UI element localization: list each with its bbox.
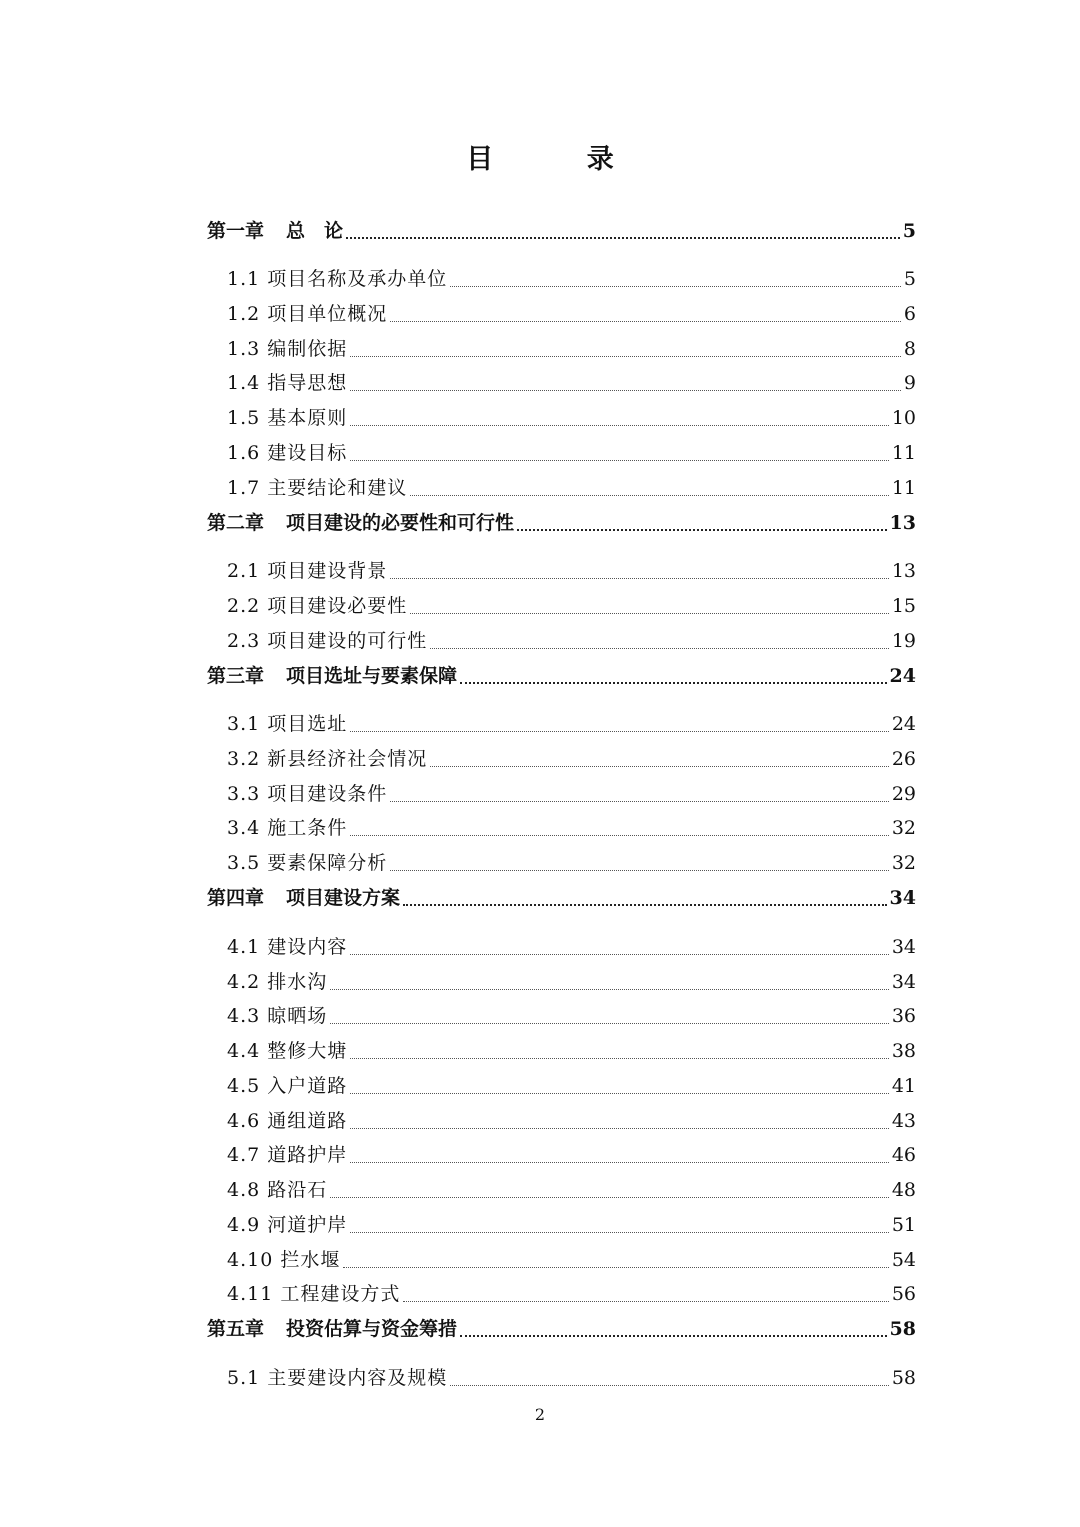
toc-page-number: 43 bbox=[891, 1110, 916, 1132]
dot-leader bbox=[390, 870, 889, 871]
toc-page-number: 8 bbox=[903, 338, 916, 360]
dot-leader bbox=[450, 1385, 889, 1386]
dot-leader bbox=[350, 731, 889, 732]
toc-page-number: 10 bbox=[891, 407, 916, 429]
dot-leader bbox=[430, 648, 889, 649]
toc-page-number: 24 bbox=[889, 665, 916, 687]
toc-section-entry[interactable] bbox=[227, 1000, 916, 1032]
toc-entry-label bbox=[207, 882, 400, 914]
toc-section-entry[interactable] bbox=[227, 966, 916, 998]
dot-leader bbox=[350, 954, 889, 955]
toc-entry-label: 3.3 项目建设条件 bbox=[227, 783, 388, 805]
toc-entry-label: 4.10 拦水堰 bbox=[227, 1249, 341, 1271]
toc-entry-label bbox=[207, 507, 514, 539]
toc-page-number: 26 bbox=[891, 748, 916, 770]
dot-leader bbox=[350, 460, 889, 461]
dot-leader bbox=[343, 1267, 888, 1268]
toc-section-entry[interactable] bbox=[227, 1070, 916, 1102]
dot-leader bbox=[410, 613, 889, 614]
toc-page-number: 13 bbox=[889, 512, 916, 534]
toc-page-number: 51 bbox=[891, 1214, 916, 1236]
toc-section-entry[interactable] bbox=[227, 1174, 916, 1206]
toc-page-number: 9 bbox=[903, 372, 916, 394]
toc-section-entry[interactable] bbox=[227, 1139, 916, 1171]
toc-page-number: 34 bbox=[891, 936, 916, 958]
toc-page-number: 24 bbox=[891, 713, 916, 735]
dot-leader bbox=[410, 495, 889, 496]
chapter-title: 项目建设方案 bbox=[286, 887, 401, 909]
toc-chapter-entry[interactable] bbox=[207, 1313, 916, 1345]
toc-section-entry[interactable] bbox=[227, 333, 916, 365]
toc-section-entry[interactable] bbox=[227, 472, 916, 504]
toc-title: 目 录 bbox=[466, 144, 656, 175]
chapter-number: 第二章 bbox=[207, 512, 265, 534]
toc-entry-label: 4.8 路沿石 bbox=[227, 1179, 328, 1201]
toc-section-entry[interactable] bbox=[227, 743, 916, 775]
toc-page-number: 48 bbox=[891, 1179, 916, 1201]
dot-leader bbox=[350, 1093, 889, 1094]
toc-section-entry[interactable] bbox=[227, 778, 916, 810]
toc-entry-label: 4.7 道路护岸 bbox=[227, 1144, 348, 1166]
toc-page-number: 29 bbox=[891, 783, 916, 805]
toc-chapter-entry[interactable] bbox=[207, 660, 916, 692]
toc-page-number: 5 bbox=[903, 268, 916, 290]
dot-leader bbox=[350, 1128, 889, 1129]
toc-entry-label: 1.2 项目单位概况 bbox=[227, 303, 388, 325]
toc-page-number: 58 bbox=[891, 1367, 916, 1389]
toc-chapter-entry[interactable] bbox=[207, 215, 916, 247]
toc-page-number: 58 bbox=[889, 1318, 916, 1340]
toc-entry-label: 4.6 通组道路 bbox=[227, 1110, 348, 1132]
toc-section-entry[interactable] bbox=[227, 590, 916, 622]
toc-section-entry[interactable] bbox=[227, 402, 916, 434]
toc-section-entry[interactable] bbox=[227, 555, 916, 587]
toc-page-number: 56 bbox=[891, 1283, 916, 1305]
page-number: 2 bbox=[534, 1405, 546, 1424]
toc-entry-label: 1.7 主要结论和建议 bbox=[227, 477, 408, 499]
toc-section-entry[interactable] bbox=[227, 367, 916, 399]
toc-entry-label: 1.4 指导思想 bbox=[227, 372, 348, 394]
toc-entry-label: 2.1 项目建设背景 bbox=[227, 560, 388, 582]
toc-entry-label: 4.9 河道护岸 bbox=[227, 1214, 348, 1236]
toc-section-entry[interactable] bbox=[227, 1244, 916, 1276]
toc-section-entry[interactable] bbox=[227, 1362, 916, 1394]
dot-leader bbox=[390, 578, 889, 579]
toc-entry-label bbox=[207, 660, 457, 692]
chapter-number: 第一章 bbox=[207, 220, 265, 242]
toc-section-entry[interactable] bbox=[227, 437, 916, 469]
toc-page-number: 34 bbox=[889, 887, 916, 909]
dot-leader bbox=[517, 529, 887, 531]
dot-leader bbox=[350, 1058, 889, 1059]
toc-section-entry[interactable] bbox=[227, 1209, 916, 1241]
toc-entry-label: 4.1 建设内容 bbox=[227, 936, 348, 958]
dot-leader bbox=[390, 801, 889, 802]
toc-page-number: 54 bbox=[891, 1249, 916, 1271]
toc-section-entry[interactable] bbox=[227, 847, 916, 879]
dot-leader bbox=[350, 835, 889, 836]
toc-page-number: 34 bbox=[891, 971, 916, 993]
toc-entry-label bbox=[207, 215, 343, 247]
toc-page-number: 38 bbox=[891, 1040, 916, 1062]
dot-leader bbox=[460, 682, 887, 684]
chapter-title: 总 论 bbox=[286, 220, 344, 242]
toc-entry-label: 1.1 项目名称及承办单位 bbox=[227, 268, 448, 290]
toc-section-entry[interactable] bbox=[227, 298, 916, 330]
toc-section-entry[interactable] bbox=[227, 1105, 916, 1137]
toc-section-entry[interactable] bbox=[227, 931, 916, 963]
dot-leader bbox=[350, 1162, 889, 1163]
dot-leader bbox=[350, 425, 889, 426]
toc-section-entry[interactable] bbox=[227, 1035, 916, 1067]
toc-section-entry[interactable] bbox=[227, 263, 916, 295]
dot-leader bbox=[350, 356, 901, 357]
chapter-number: 第四章 bbox=[207, 887, 265, 909]
toc-section-entry[interactable] bbox=[227, 1278, 916, 1310]
chapter-title: 项目选址与要素保障 bbox=[286, 665, 458, 687]
toc-page-number: 5 bbox=[902, 220, 916, 242]
toc-page-number: 32 bbox=[891, 817, 916, 839]
dot-leader bbox=[330, 989, 889, 990]
toc-section-entry[interactable] bbox=[227, 812, 916, 844]
toc-entry-label: 1.6 建设目标 bbox=[227, 442, 348, 464]
toc-entry-label: 1.3 编制依据 bbox=[227, 338, 348, 360]
toc-entry-label: 4.4 整修大塘 bbox=[227, 1040, 348, 1062]
toc-entry-label: 2.2 项目建设必要性 bbox=[227, 595, 408, 617]
dot-leader bbox=[460, 1335, 887, 1337]
toc-entry-label: 2.3 项目建设的可行性 bbox=[227, 630, 428, 652]
toc-entry-label bbox=[207, 1313, 457, 1345]
chapter-title: 项目建设的必要性和可行性 bbox=[286, 512, 515, 534]
toc-page-number: 11 bbox=[891, 442, 916, 464]
dot-leader bbox=[403, 1301, 888, 1302]
toc-page-number: 6 bbox=[903, 303, 916, 325]
toc-page-number: 41 bbox=[891, 1075, 916, 1097]
dot-leader bbox=[450, 286, 901, 287]
dot-leader bbox=[350, 390, 901, 391]
toc-page-number: 13 bbox=[891, 560, 916, 582]
toc-entry-label: 4.5 入户道路 bbox=[227, 1075, 348, 1097]
toc-section-entry[interactable] bbox=[227, 625, 916, 657]
dot-leader bbox=[346, 237, 900, 239]
toc-entry-label: 3.1 项目选址 bbox=[227, 713, 348, 735]
toc-page-number: 15 bbox=[891, 595, 916, 617]
toc-page-number: 32 bbox=[891, 852, 916, 874]
toc-entry-label: 3.2 新县经济社会情况 bbox=[227, 748, 428, 770]
toc-page-number: 11 bbox=[891, 477, 916, 499]
dot-leader bbox=[430, 766, 889, 767]
toc-entry-label: 4.11 工程建设方式 bbox=[227, 1283, 401, 1305]
toc-entry-label: 4.2 排水沟 bbox=[227, 971, 328, 993]
toc-entry-label: 3.4 施工条件 bbox=[227, 817, 348, 839]
toc-entry-label: 5.1 主要建设内容及规模 bbox=[227, 1367, 448, 1389]
dot-leader bbox=[330, 1023, 889, 1024]
chapter-title: 投资估算与资金筹措 bbox=[286, 1318, 458, 1340]
dot-leader bbox=[350, 1232, 889, 1233]
dot-leader bbox=[403, 904, 887, 906]
toc-chapter-entry[interactable] bbox=[207, 507, 916, 539]
toc-page-number: 19 bbox=[891, 630, 916, 652]
toc-page-number: 46 bbox=[891, 1144, 916, 1166]
dot-leader bbox=[390, 321, 901, 322]
toc-section-entry[interactable] bbox=[227, 708, 916, 740]
chapter-number: 第五章 bbox=[207, 1318, 265, 1340]
chapter-number: 第三章 bbox=[207, 665, 265, 687]
toc-entry-label: 3.5 要素保障分析 bbox=[227, 852, 388, 874]
toc-entry-label: 4.3 晾晒场 bbox=[227, 1005, 328, 1027]
toc-chapter-entry[interactable] bbox=[207, 882, 916, 914]
toc-page-number: 36 bbox=[891, 1005, 916, 1027]
toc-entry-label: 1.5 基本原则 bbox=[227, 407, 348, 429]
dot-leader bbox=[330, 1197, 889, 1198]
